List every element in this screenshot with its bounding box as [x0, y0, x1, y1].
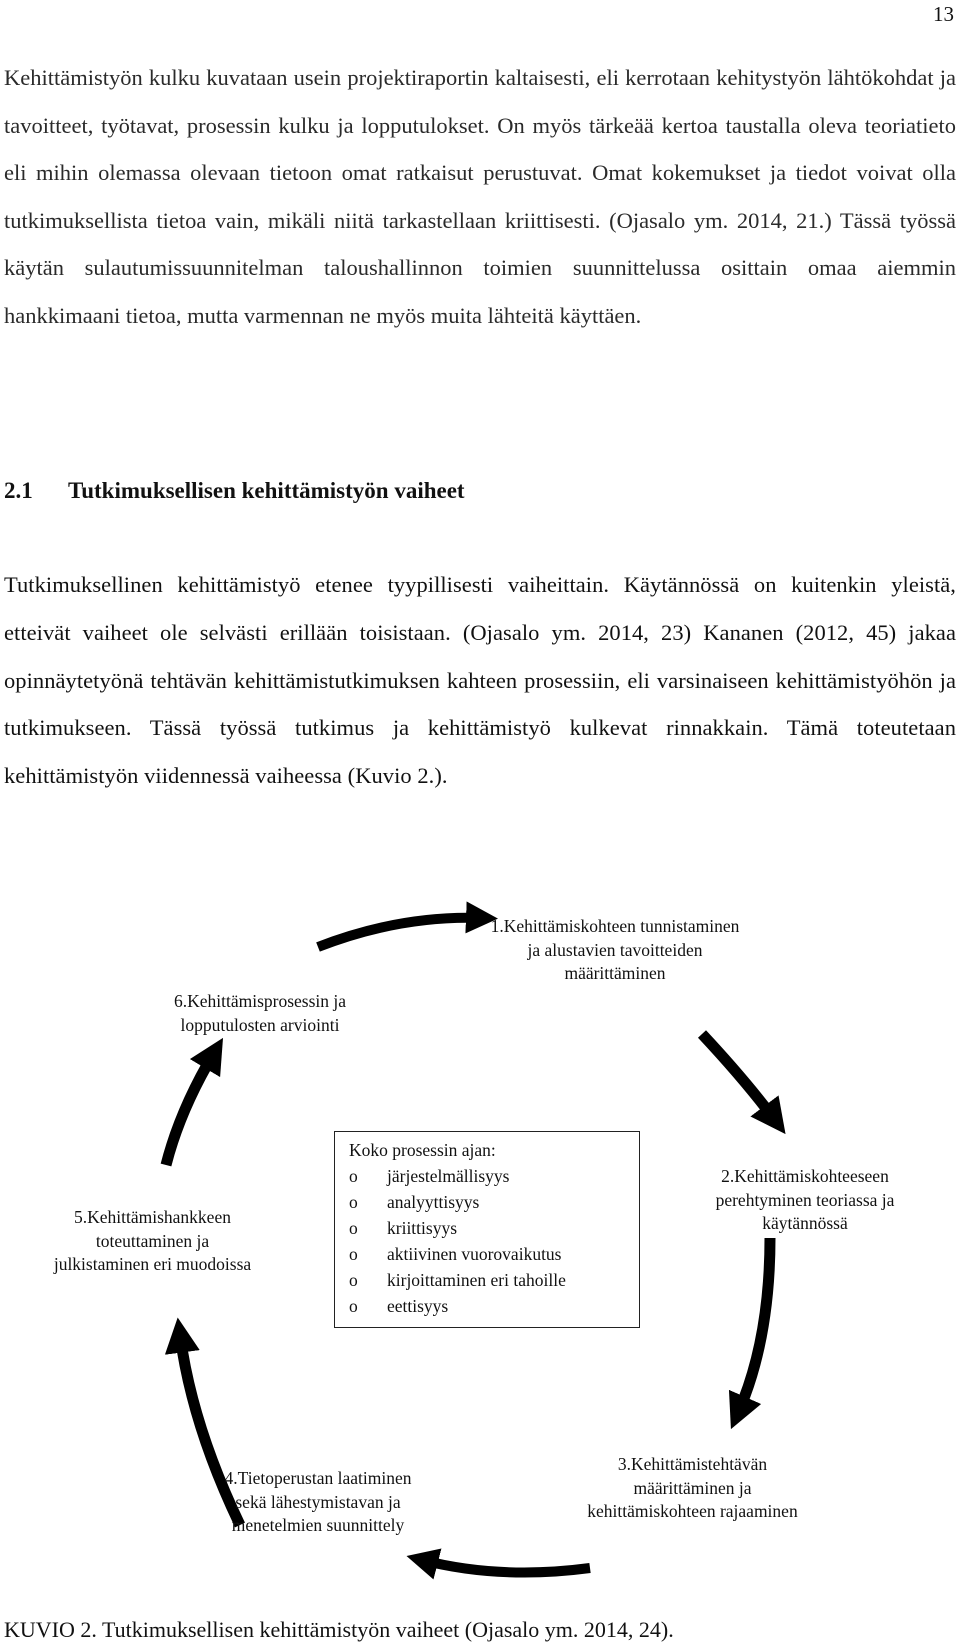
list-item: o kirjoittaminen eri tahoille	[349, 1267, 639, 1293]
figure-caption: KUVIO 2. Tutkimuksellisen kehittämistyön vaiheet (Ojasalo ym. 2014, 24).	[4, 1617, 674, 1642]
section-title: Tutkimuksellisen kehittämistyön vaiheet	[68, 478, 465, 503]
bullet-marker: o	[349, 1218, 358, 1238]
bullet-marker: o	[349, 1166, 358, 1186]
step-6-label: 6.Kehittämisprosessin ja lopputulosten arviointi	[173, 991, 347, 1035]
list-item: o eettisyys	[349, 1293, 639, 1319]
page-number: 13	[933, 2, 954, 26]
whole-process-title: Koko prosessin ajan:	[349, 1140, 496, 1160]
body-paragraph: Tutkimuksellinen kehittämistyö etenee tyypillisesti vaiheittain. Käytännössä on kuitenkin yleistä, etteivät vaiheet ole selvästi erillään toisistaan. (Ojasalo ym. 2014, 23) Kananen (2012, 45) jakaa opinnäytetyönä tehtävän kehittämistutkimuksen kahteen prosessiin, eli varsinaiseen kehittämistyöhön ja tutkimukseen. Tässä työssä tutkimus ja kehittämistyö kulkevat rinnakkain. Tämä toteutetaan kehittämistyön viidennessä vaiheessa (Kuvio 2.).	[4, 572, 956, 789]
arrow-2-to-3	[738, 1238, 770, 1413]
step-5-label: 5.Kehittämishankkeen toteuttaminen ja julkistaminen eri muodoissa	[53, 1207, 252, 1274]
bullet-marker: o	[349, 1244, 358, 1264]
step-4-label: 4.Tietoperustan laatiminen sekä lähestymistavan ja menetelmien suunnittely	[224, 1468, 412, 1535]
bullet-marker: o	[349, 1270, 358, 1290]
arrow-5-to-6	[166, 1053, 214, 1165]
step-2-label: 2.Kehittämiskohteeseen perehtyminen teoriassa ja käytännössä	[715, 1166, 895, 1233]
bullet-marker: o	[349, 1192, 358, 1212]
step-1-label: 1.Kehittämiskohteen tunnistaminen ja alustavien tavoitteiden määrittäminen	[490, 916, 740, 983]
bullet-marker: o	[349, 1296, 358, 1316]
step-3-label: 3.Kehittämistehtävän määrittäminen ja kehittämiskohteen rajaaminen	[587, 1454, 798, 1521]
list-item: o aktiivinen vuorovaikutus	[349, 1241, 639, 1267]
list-item: o analyyttisyys	[349, 1189, 639, 1215]
arrow-3-to-4	[422, 1560, 590, 1573]
arrow-1-to-2	[702, 1034, 775, 1120]
list-item: o järjestelmällisyys	[349, 1163, 639, 1189]
arrow-6-to-1	[318, 918, 482, 947]
list-item: o kriittisyys	[349, 1215, 639, 1241]
body-paragraph: Kehittämistyön kulku kuvataan usein projektiraportin kaltaisesti, eli kerrotaan kehitystyön lähtökohdat ja tavoitteet, työtavat, prosessin kulku ja lopputulokset. On myös tärkeää kertoa taustalla oleva teoriatieto eli mihin olemassa olevaan tietoon omat ratkaisut perustuvat. Omat kokemukset ja tiedot voivat olla tutkimuksellista tietoa vain, mikäli niitä tarkastellaan kriittisesti. (Ojasalo ym. 2014, 21.) Tässä työssä käytän sulautumissuunnitelman taloushallinnon toimien suunnittelussa osittain omaa aiemmin hankkimaani tietoa, mutta varmennan ne myös muita lähteitä käyttäen.	[4, 65, 956, 328]
section-number: 2.1	[4, 478, 33, 503]
whole-process-box	[334, 1131, 640, 1328]
whole-process-list	[349, 1163, 639, 1319]
